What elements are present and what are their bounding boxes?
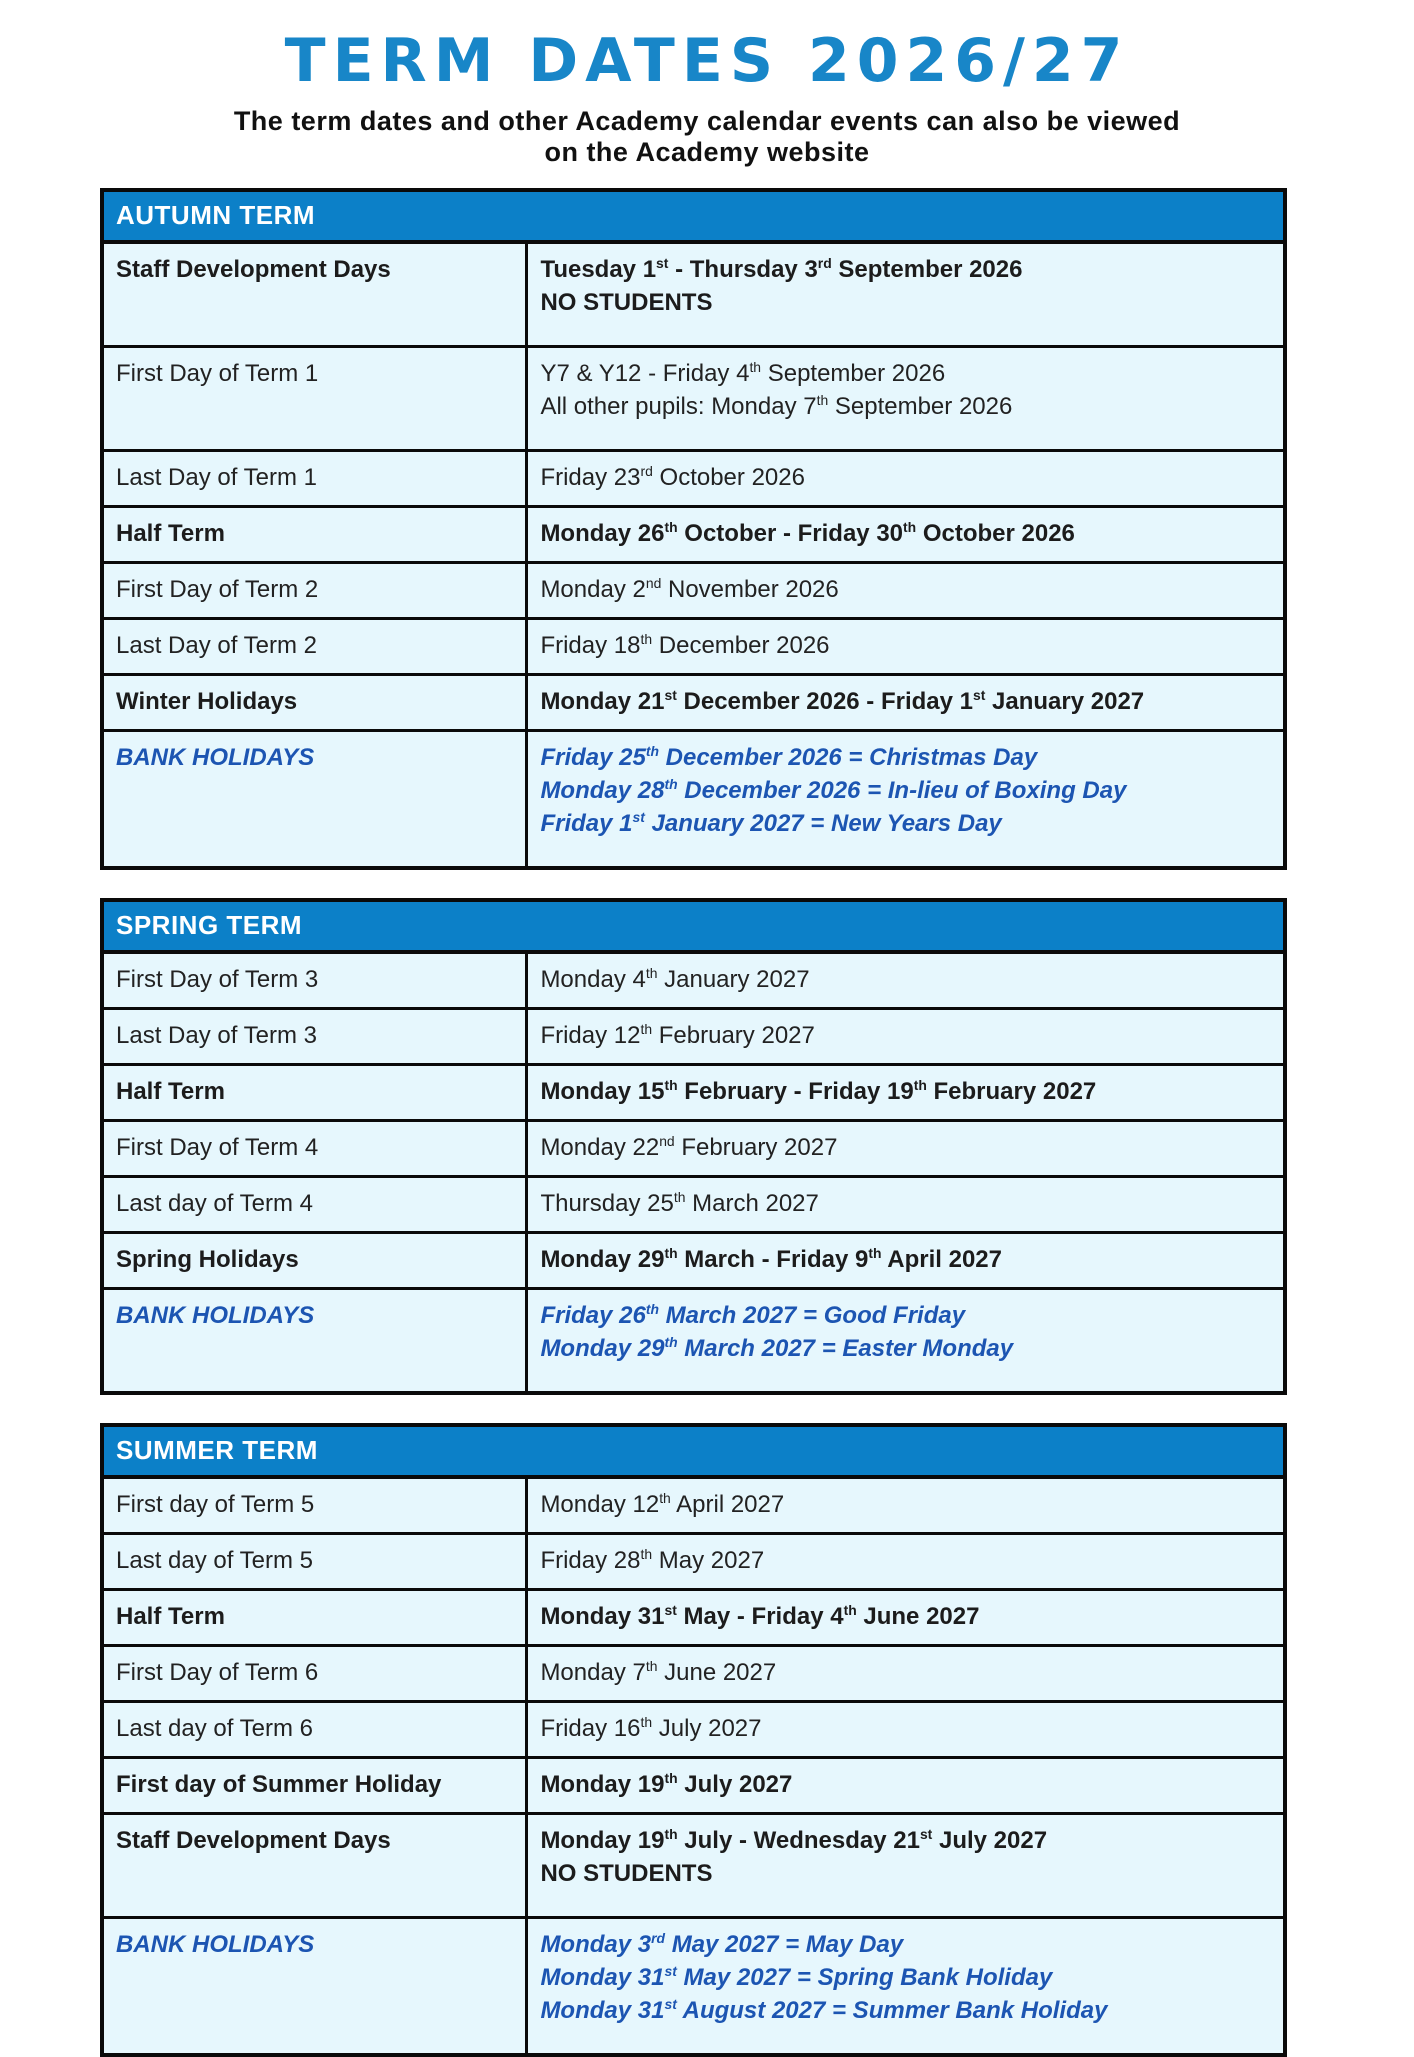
row-label: Half Term: [104, 1591, 528, 1644]
row-value-line: Friday 23rd October 2026: [540, 463, 805, 491]
row-value-line: Friday 1st January 2027 = New Years Day: [540, 809, 1002, 837]
row-value: [528, 1591, 1283, 1644]
row-label: First Day of Term 2: [104, 564, 528, 617]
table-row: [104, 508, 1283, 564]
row-value-line: Monday 29th March 2027 = Easter Monday: [540, 1334, 1014, 1362]
table-row: [104, 452, 1283, 508]
row-value-line: Monday 19th July - Wednesday 21st July 2027: [540, 1826, 1048, 1854]
row-value-line: Monday 3rd May 2027 = May Day: [540, 1930, 904, 1958]
row-value-line: Monday 26th October - Friday 30th October 2026: [540, 519, 1075, 547]
row-value: [528, 1647, 1283, 1700]
row-label: Spring Holidays: [104, 1234, 528, 1287]
row-label: Last day of Term 4: [104, 1178, 528, 1231]
row-label: First day of Term 5: [104, 1479, 528, 1532]
table-row: [104, 1234, 1283, 1290]
row-value-line: Friday 25th December 2026 = Christmas Day: [540, 743, 1038, 771]
row-value-line: Monday 22nd February 2027: [540, 1133, 838, 1161]
row-value-line: Y7 & Y12 - Friday 4th September 2026: [540, 359, 946, 387]
row-value-line: Monday 31st August 2027 = Summer Bank Holiday: [540, 1996, 1108, 2024]
row-value: [528, 1122, 1283, 1175]
table-row: [104, 1178, 1283, 1234]
page-subtitle: The term dates and other Academy calendar events can also be viewed on the Academy website: [233, 106, 1181, 167]
row-label: Staff Development Days: [104, 1815, 528, 1916]
row-value-line: Monday 28th December 2026 = In-lieu of Boxing Day: [540, 776, 1127, 804]
table-row: [104, 1815, 1283, 1919]
row-label: Half Term: [104, 1066, 528, 1119]
row-value-line: Monday 2nd November 2026: [540, 575, 839, 603]
row-label: First Day of Term 1: [104, 348, 528, 449]
row-value-line: Friday 26th March 2027 = Good Friday: [540, 1301, 966, 1329]
table-row: [104, 1066, 1283, 1122]
row-label: First Day of Term 3: [104, 954, 528, 1007]
row-value: [528, 564, 1283, 617]
table-row: [104, 244, 1283, 348]
row-value: [528, 1815, 1283, 1916]
term-table-summer-term: [100, 1423, 1287, 2057]
row-value-line: Monday 15th February - Friday 19th February 2027: [540, 1077, 1097, 1105]
table-row: [104, 1010, 1283, 1066]
row-value: [528, 348, 1283, 449]
table-row: [104, 1591, 1283, 1647]
row-value: [528, 1010, 1283, 1063]
row-label: First Day of Term 6: [104, 1647, 528, 1700]
row-value-line: Friday 28th May 2027: [540, 1546, 765, 1574]
row-value-line: Friday 16th July 2027: [540, 1714, 762, 1742]
term-table-spring-term: [100, 898, 1287, 1395]
row-label: Last Day of Term 2: [104, 620, 528, 673]
row-value-line: All other pupils: Monday 7th September 2026: [540, 392, 1013, 420]
table-row: [104, 954, 1283, 1010]
row-value: [528, 244, 1283, 345]
table-row: [104, 1759, 1283, 1815]
row-value: [528, 954, 1283, 1007]
table-row: [104, 348, 1283, 452]
row-label: First Day of Term 4: [104, 1122, 528, 1175]
row-value-line: Friday 18th December 2026: [540, 631, 830, 659]
row-value: [528, 1066, 1283, 1119]
row-value: [528, 1759, 1283, 1812]
row-value: [528, 1703, 1283, 1756]
row-value-line: Thursday 25th March 2027: [540, 1189, 819, 1217]
row-value: [528, 732, 1283, 866]
row-value: [528, 1234, 1283, 1287]
row-value-line: Monday 4th January 2027: [540, 965, 810, 993]
row-value-line: Monday 12th April 2027: [540, 1490, 785, 1518]
row-value-line: Monday 19th July 2027: [540, 1770, 793, 1798]
row-label: BANK HOLIDAYS: [104, 732, 528, 866]
row-label: BANK HOLIDAYS: [104, 1919, 528, 2053]
term-tables: [100, 188, 1287, 2057]
table-row: [104, 1919, 1283, 2053]
table-row: [104, 676, 1283, 732]
row-label: Half Term: [104, 508, 528, 561]
table-row: [104, 1703, 1283, 1759]
row-value-line: Monday 31st May - Friday 4th June 2027: [540, 1602, 980, 1630]
table-header-summer-term: SUMMER TERM: [104, 1427, 1283, 1479]
table-row: [104, 732, 1283, 866]
table-row: [104, 1535, 1283, 1591]
row-value-line: Friday 12th February 2027: [540, 1021, 815, 1049]
row-label: Staff Development Days: [104, 244, 528, 345]
row-label: BANK HOLIDAYS: [104, 1290, 528, 1391]
table-row: [104, 1647, 1283, 1703]
row-value: [528, 676, 1283, 729]
row-value-line: NO STUDENTS: [540, 1860, 713, 1887]
row-label: Winter Holidays: [104, 676, 528, 729]
row-value: [528, 1178, 1283, 1231]
table-header-spring-term: SPRING TERM: [104, 902, 1283, 954]
row-label: Last day of Term 6: [104, 1703, 528, 1756]
row-value: [528, 452, 1283, 505]
row-value: [528, 1290, 1283, 1391]
row-value: [528, 1919, 1283, 2053]
row-label: Last day of Term 5: [104, 1535, 528, 1588]
table-header-autumn-term: AUTUMN TERM: [104, 192, 1283, 244]
row-label: Last Day of Term 1: [104, 452, 528, 505]
row-value-line: Monday 29th March - Friday 9th April 2027: [540, 1245, 1002, 1273]
table-row: [104, 620, 1283, 676]
row-value-line: Monday 7th June 2027: [540, 1658, 777, 1686]
table-row: [104, 1122, 1283, 1178]
page-title: TERM DATES 2026/27: [284, 26, 1130, 96]
row-value-line: Tuesday 1st - Thursday 3rd September 2026: [540, 255, 1023, 283]
row-value: [528, 620, 1283, 673]
row-value: [528, 1479, 1283, 1532]
row-value: [528, 1535, 1283, 1588]
row-label: First day of Summer Holiday: [104, 1759, 528, 1812]
table-row: [104, 1479, 1283, 1535]
row-value-line: Monday 31st May 2027 = Spring Bank Holiday: [540, 1963, 1053, 1991]
table-row: [104, 564, 1283, 620]
row-value-line: Monday 21st December 2026 - Friday 1st January 2027: [540, 687, 1145, 715]
row-value-line: NO STUDENTS: [540, 289, 713, 316]
term-table-autumn-term: [100, 188, 1287, 870]
row-value: [528, 508, 1283, 561]
table-row: [104, 1290, 1283, 1391]
row-label: Last Day of Term 3: [104, 1010, 528, 1063]
